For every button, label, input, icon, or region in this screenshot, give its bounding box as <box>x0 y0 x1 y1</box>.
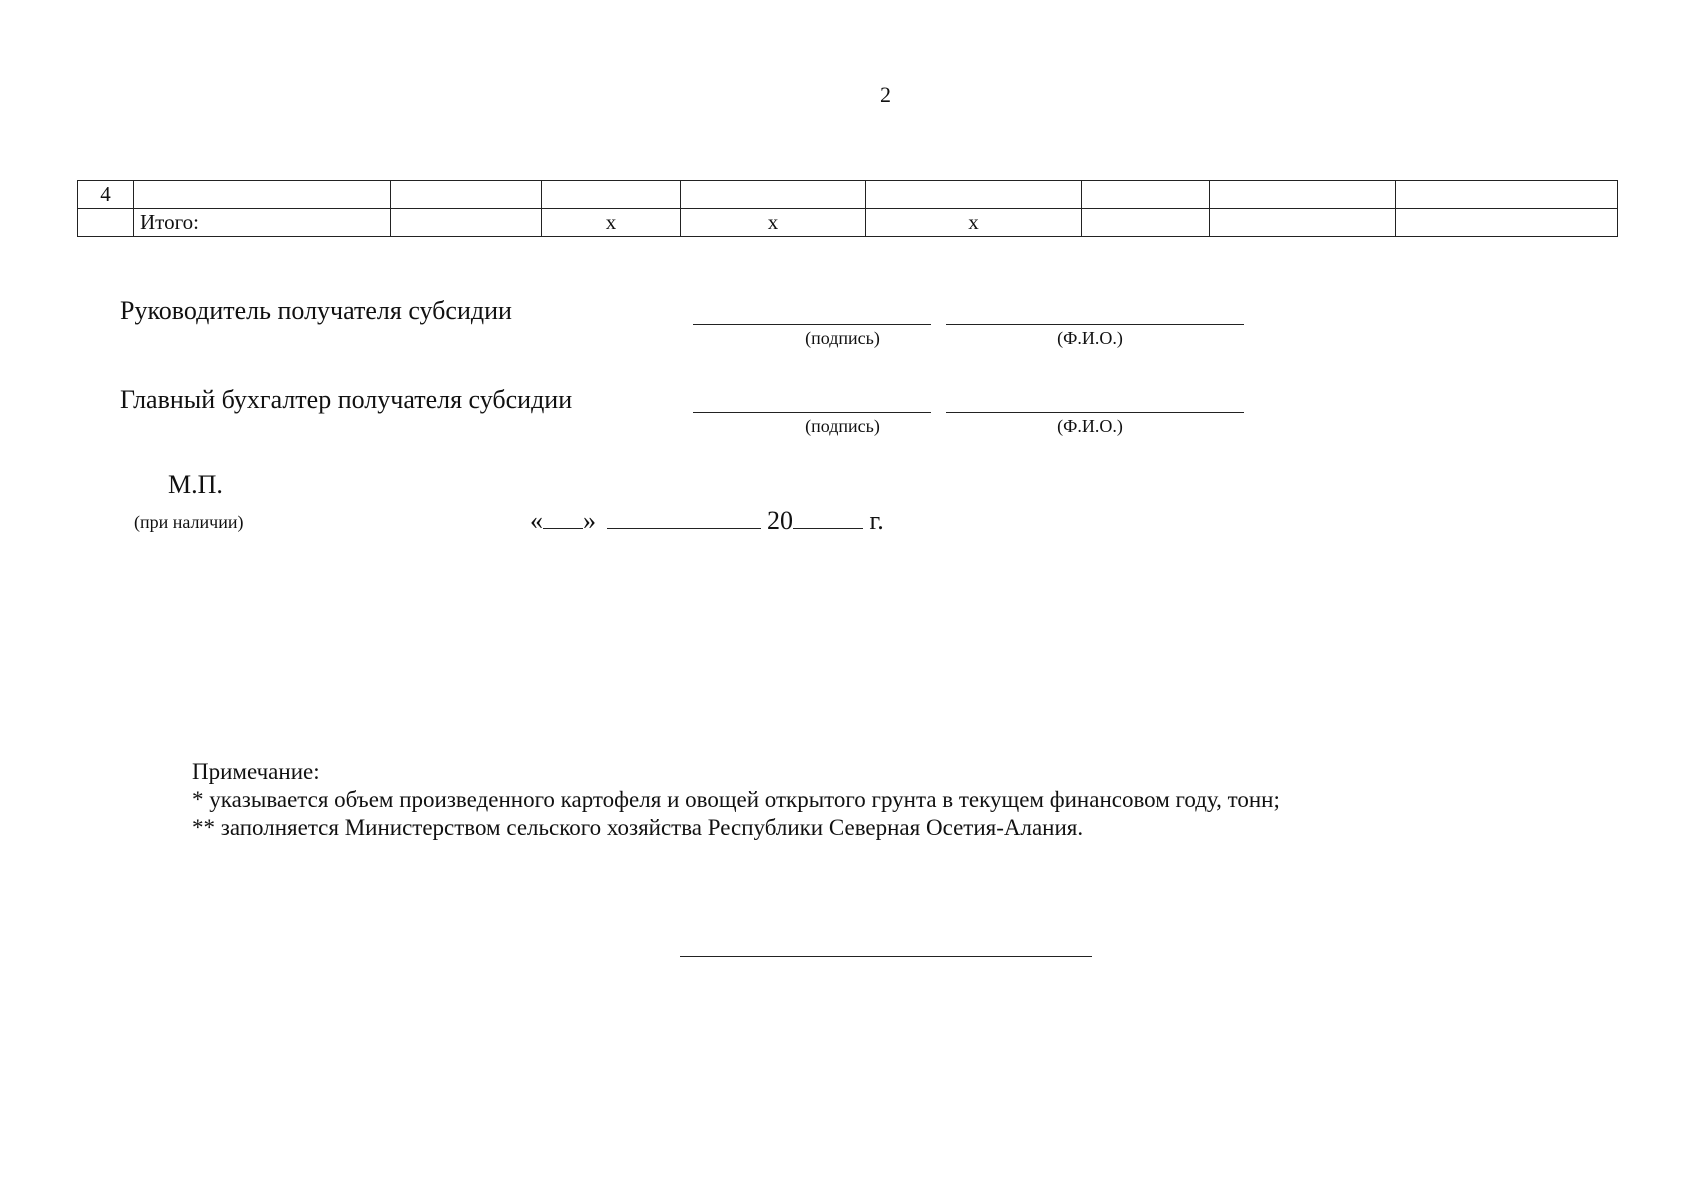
accountant-name-line <box>946 412 1244 413</box>
table-cell: х <box>542 209 681 237</box>
table-cell <box>866 181 1082 209</box>
table-cell <box>78 209 134 237</box>
year-suffix: г. <box>869 506 884 535</box>
table-row <box>78 181 1618 209</box>
table-cell <box>542 181 681 209</box>
accountant-signature-caption: (подпись) <box>805 416 880 436</box>
notes-heading: Примечание: <box>192 759 320 784</box>
table-cell <box>1210 181 1396 209</box>
date-close-quote: » <box>583 506 596 535</box>
date-line <box>530 506 884 536</box>
stamp-note: (при наличии) <box>134 512 244 532</box>
head-signature-line <box>693 324 931 325</box>
table-cell: 4 <box>78 181 134 209</box>
head-name-line <box>946 324 1244 325</box>
table-cell <box>1082 181 1210 209</box>
data-table <box>77 180 1618 237</box>
table-cell: х <box>866 209 1082 237</box>
day-blank <box>543 506 583 529</box>
end-divider <box>680 956 1092 957</box>
page-number: 2 <box>880 82 891 107</box>
accountant-signature-line <box>693 412 931 413</box>
accountant-label: Главный бухгалтер получателя субсидии <box>120 385 573 414</box>
table-cell <box>681 181 866 209</box>
table-cell <box>1396 181 1618 209</box>
table-row-total <box>78 209 1618 237</box>
accountant-name-caption: (Ф.И.О.) <box>1057 416 1123 436</box>
total-label-cell: Итого: <box>134 209 391 237</box>
note-item: ** заполняется Министерством сельского хозяйства Республики Северная Осетия-Алания. <box>192 815 1084 840</box>
year-blank <box>793 506 863 529</box>
table-cell <box>1082 209 1210 237</box>
head-label: Руководитель получателя субсидии <box>120 296 512 325</box>
notes <box>192 758 1280 842</box>
table-cell <box>391 181 542 209</box>
stamp-label: М.П. <box>168 470 223 499</box>
table-cell <box>1210 209 1396 237</box>
table-cell <box>1396 209 1618 237</box>
date-open-quote: « <box>530 506 543 535</box>
head-name-caption: (Ф.И.О.) <box>1057 328 1123 348</box>
year-prefix: 20 <box>767 506 793 535</box>
table-cell: х <box>681 209 866 237</box>
head-signature-caption: (подпись) <box>805 328 880 348</box>
note-item: * указывается объем произведенного картофеля и овощей открытого грунта в текущем финансовом году, тонн; <box>192 787 1280 812</box>
month-blank <box>607 506 761 529</box>
table-cell <box>391 209 542 237</box>
table-cell <box>134 181 391 209</box>
